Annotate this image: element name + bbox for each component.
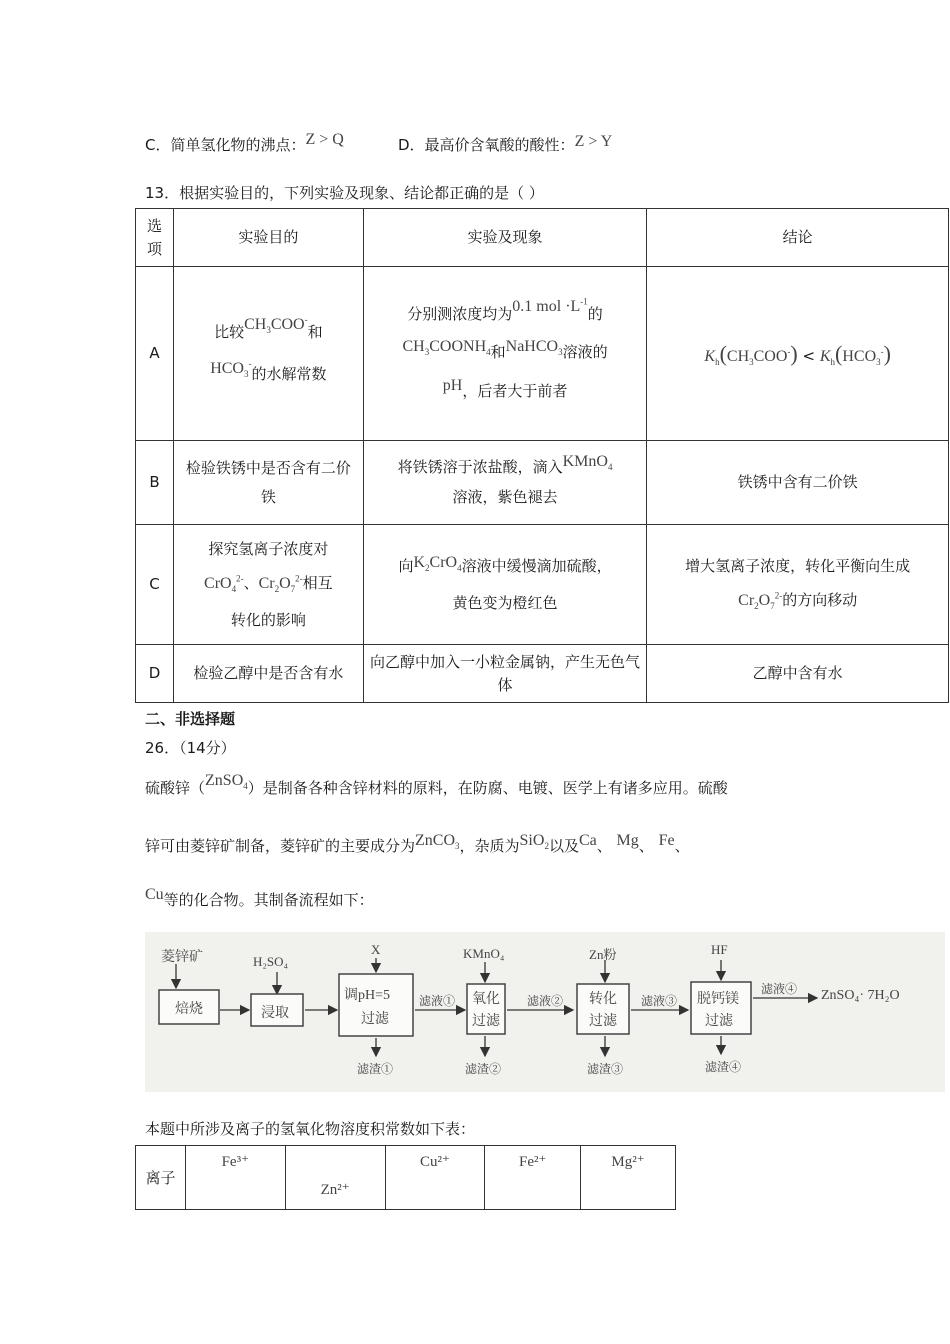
ion-fe2: Fe²⁺ xyxy=(485,1146,581,1210)
header-phenomenon: 实验及现象 xyxy=(363,209,647,267)
row-b-phenomenon: 将铁锈溶于浓盐酸，滴入KMnO$_4$ 溶液，紫色褪去 xyxy=(363,441,647,525)
row-a-purpose: 比较$CH_3COO^-$和 $HCO_3^-$的水解常数 xyxy=(173,267,363,441)
header-conclusion: 结论 xyxy=(647,209,949,267)
flow-kmno4: KMnO₄ xyxy=(463,946,505,961)
flow-hf: HF xyxy=(711,942,728,957)
flow-convert-filter: 过滤 xyxy=(589,1014,617,1029)
q26-line2: 锌可由菱锌矿制备，菱锌矿的主要成分为ZnCO$_3$，杂质为SiO$_2$以及Ca、 Mg、 Fe、 xyxy=(145,832,690,855)
table-row xyxy=(136,645,949,703)
flow-h2so4: H₂SO₄ xyxy=(253,954,289,969)
table-row xyxy=(136,209,949,267)
ion-zn2: Zn²⁺ xyxy=(285,1146,385,1210)
flow-residue4: 滤渣④ xyxy=(705,1060,742,1074)
flow-x: X xyxy=(371,942,381,957)
ion-table xyxy=(135,1145,676,1210)
flow-roast: 焙烧 xyxy=(175,1002,203,1017)
flow-zn-powder: Zn粉 xyxy=(589,947,617,962)
option-d-line xyxy=(398,134,612,155)
ion-cu2: Cu²⁺ xyxy=(385,1146,485,1210)
flow-filtrate2: 滤液② xyxy=(527,994,564,1008)
flow-leach: 浸取 xyxy=(261,1006,289,1021)
flow-convert: 转化 xyxy=(589,992,617,1007)
option-d-expr: Z > Y xyxy=(574,133,613,150)
q26-line1: 硫酸锌（ZnSO$_4$）是制备各种含锌材料的原料，在防腐、电镀、医学上有诸多应用。硫酸 xyxy=(145,772,728,797)
row-d-label: D xyxy=(136,645,174,703)
flow-chart xyxy=(145,932,945,1092)
flow-remove-filter: 过滤 xyxy=(705,1014,733,1029)
row-c-conclusion: 增大氢离子浓度，转化平衡向生成 $Cr_2O_7^{2-}$的方向移动 xyxy=(647,525,949,645)
flow-adjust-ph: 调pH=5 xyxy=(344,988,391,1003)
table-row xyxy=(136,525,949,645)
flow-residue2: 滤渣② xyxy=(465,1062,502,1076)
table-row xyxy=(136,267,949,441)
q26-number: 26．（14分） xyxy=(145,739,236,757)
table-row xyxy=(136,1146,676,1210)
ion-fe3: Fe³⁺ xyxy=(185,1146,285,1210)
flow-filtrate4: 滤液④ xyxy=(761,982,798,996)
flow-filtrate1: 滤液① xyxy=(419,994,456,1008)
ksp-intro: 本题中所涉及离子的氢氧化物溶度积常数如下表： xyxy=(145,1120,476,1138)
flow-adjust-filter: 过滤 xyxy=(361,1012,389,1027)
option-c-label: C．简单氢化物的沸点： xyxy=(145,136,306,154)
row-a-conclusion: $K_h(CH_3COO^-) < K_h(HCO_3^-)$ xyxy=(647,267,949,441)
row-b-label: B xyxy=(136,441,174,525)
option-d-label: D．最高价含氧酸的酸性： xyxy=(398,136,575,154)
row-b-purpose: 检验铁锈中是否含有二价铁 xyxy=(173,441,363,525)
table-row xyxy=(136,441,949,525)
row-c-label: C xyxy=(136,525,174,645)
flow-filtrate3: 滤液③ xyxy=(641,994,678,1008)
q13-table xyxy=(135,208,949,703)
row-d-conclusion: 乙醇中含有水 xyxy=(647,645,949,703)
option-c-line xyxy=(145,131,344,155)
row-d-phenomenon: 向乙醇中加入一小粒金属钠，产生无色气体 xyxy=(363,645,647,703)
flow-product: ZnSO₄· 7H₂O xyxy=(821,988,900,1003)
row-b-conclusion: 铁锈中含有二价铁 xyxy=(647,441,949,525)
flow-oxidize: 氧化 xyxy=(472,992,500,1007)
flow-residue3: 滤渣③ xyxy=(587,1062,624,1076)
section-title: 二、非选择题 xyxy=(145,710,236,728)
header-purpose: 实验目的 xyxy=(173,209,363,267)
flow-residue1: 滤渣① xyxy=(357,1062,394,1076)
flow-oxidize-filter: 过滤 xyxy=(472,1014,500,1029)
row-a-phenomenon: 分别测浓度均为0.1 mol $\cdot L^{-1}$的 $CH_3COONH_4$和NaHCO$_3$溶液的 pH，后者大于前者 xyxy=(363,267,647,441)
q13-stem: 13．根据实验目的，下列实验及现象、结论都正确的是（ ） xyxy=(145,184,544,202)
q26-line3: Cu等的化合物。其制备流程如下： xyxy=(145,886,374,909)
row-c-phenomenon: 向$K_2CrO_4$溶液中缓慢滴加硫酸， 黄色变为橙红色 xyxy=(363,525,647,645)
row-c-purpose: 探究氢离子浓度对 CrO$_4^{2-}$、$Cr_2O_7^{2-}$相互 转化的影响 xyxy=(173,525,363,645)
ion-mg2: Mg²⁺ xyxy=(581,1146,676,1210)
option-c-expr: Z > Q xyxy=(305,131,344,148)
ion-header: 离子 xyxy=(136,1146,186,1210)
flow-remove-ca-mg: 脱钙镁 xyxy=(697,992,739,1007)
row-d-purpose: 检验乙醇中是否含有水 xyxy=(173,645,363,703)
row-a-label: A xyxy=(136,267,174,441)
flow-ore: 菱锌矿 xyxy=(161,950,203,965)
header-option: 选 项 xyxy=(136,209,174,267)
